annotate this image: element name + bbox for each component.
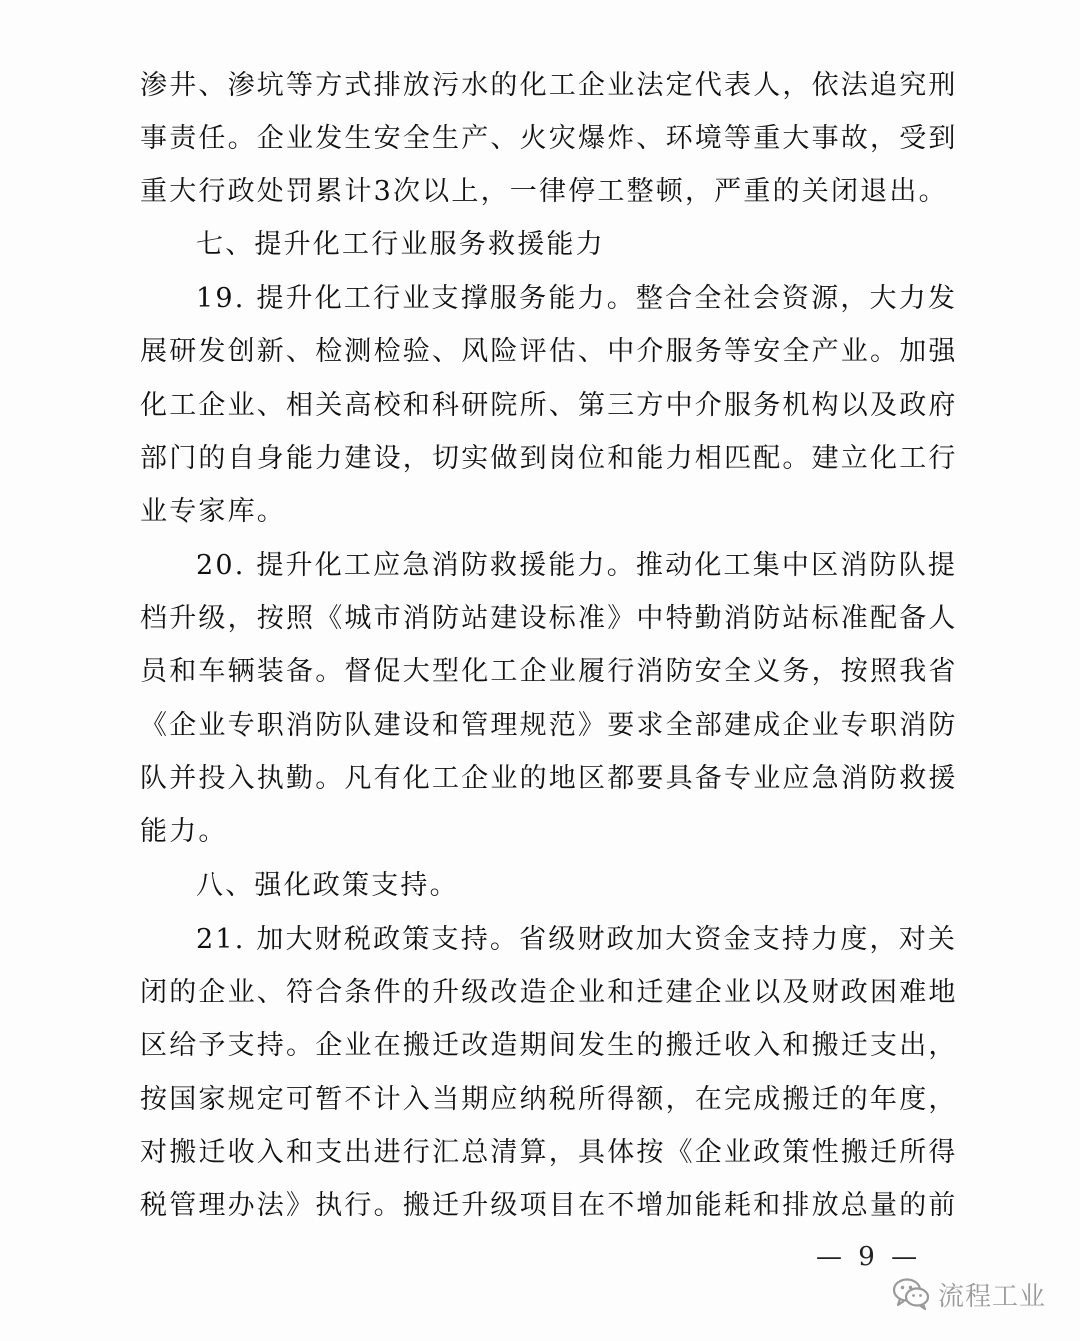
text-line: 员和车辆装备。督促大型化工企业履行消防安全义务，按照我省	[140, 656, 958, 687]
page-number: — 9 —	[816, 1242, 922, 1272]
text-line: 化工企业、相关高校和科研院所、第三方中介服务机构以及政府	[140, 390, 958, 421]
text-line: 事责任。企业发生安全生产、火灾爆炸、环境等重大事故，受到	[140, 123, 958, 154]
text-line: 按国家规定可暂不计入当期应纳税所得额，在完成搬迁的年度，	[140, 1084, 958, 1115]
text-line: 21. 加大财税政策支持。省级财政加大资金支持力度，对关	[196, 924, 958, 955]
text-line: 对搬迁收入和支出进行汇总清算，具体按《企业政策性搬迁所得	[140, 1137, 958, 1168]
wechat-icon	[892, 1277, 930, 1311]
watermark-text: 流程工业	[938, 1281, 1047, 1312]
text-line: 闭的企业、符合条件的升级改造企业和迁建企业以及财政困难地	[140, 977, 958, 1008]
text-line: 19. 提升化工行业支撑服务能力。整合全社会资源，大力发	[196, 283, 958, 314]
text-line: 区给予支持。企业在搬迁改造期间发生的搬迁收入和搬迁支出，	[140, 1030, 958, 1061]
section-heading: 八、强化政策支持。	[196, 870, 459, 901]
section-heading: 七、提升化工行业服务救援能力	[196, 229, 605, 260]
text-line: 业专家库。	[140, 496, 286, 527]
text-line: 能力。	[140, 816, 228, 847]
watermark	[892, 1276, 1046, 1312]
text-line: 部门的自身能力建设，切实做到岗位和能力相匹配。建立化工行	[140, 443, 958, 474]
text-line: 税管理办法》执行。搬迁升级项目在不增加能耗和排放总量的前	[140, 1190, 958, 1221]
text-line: 档升级，按照《城市消防站建设标准》中特勤消防站标准配备人	[140, 603, 958, 634]
text-line: 《企业专职消防队建设和管理规范》要求全部建成企业专职消防	[140, 710, 958, 741]
text-line: 展研发创新、检测检验、风险评估、中介服务等安全产业。加强	[140, 336, 958, 367]
text-line: 20. 提升化工应急消防救援能力。推动化工集中区消防队提	[196, 550, 958, 581]
text-line: 队并投入执勤。凡有化工企业的地区都要具备专业应急消防救援	[140, 763, 958, 794]
text-line: 重大行政处罚累计3次以上，一律停工整顿，严重的关闭退出。	[140, 176, 948, 207]
text-line: 渗井、渗坑等方式排放污水的化工企业法定代表人，依法追究刑	[140, 70, 958, 101]
